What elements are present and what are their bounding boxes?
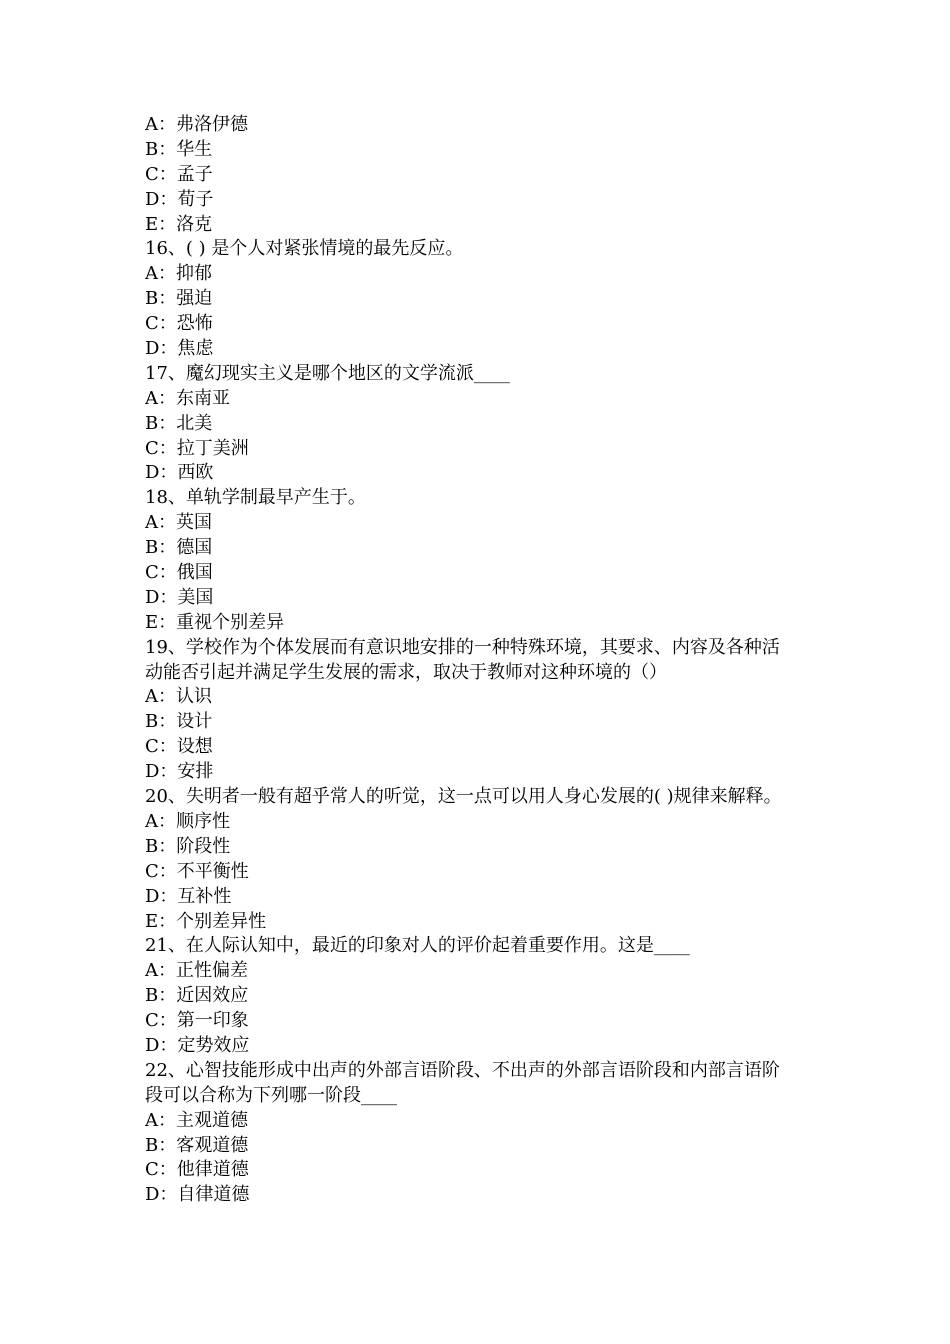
question-19-continued: 动能否引起并满足学生发展的需求，取决于教师对这种环境的（） [145,661,667,683]
option-c: C：恐怖 [145,313,213,335]
question-20: 20、失明者一般有超乎常人的听觉，这一点可以用人身心发展的( )规律来解释。 [145,786,782,808]
option-c: C：第一印象 [145,1010,249,1032]
option-c: C：孟子 [145,163,213,185]
option-d: D：安排 [145,761,214,783]
option-d: D：互补性 [145,885,232,907]
option-a: A：抑郁 [145,263,212,285]
question-18: 18、单轨学制最早产生于。 [145,487,366,509]
option-e: E：重视个别差异 [145,611,285,633]
option-b: B：强迫 [145,288,213,310]
option-a: A：英国 [145,512,212,534]
option-b: B：德国 [145,537,213,559]
option-d: D：美国 [145,586,214,608]
option-b: B：设计 [145,711,213,733]
option-e: E：个别差异性 [145,910,267,932]
option-a: A：东南亚 [145,387,230,409]
question-19: 19、学校作为个体发展而有意识地安排的一种特殊环境，其要求、内容及各种活 [145,636,780,658]
option-b: B：阶段性 [145,835,231,857]
option-d: D：焦虑 [145,338,214,360]
option-d: D：自律道德 [145,1184,250,1206]
option-b: B：客观道德 [145,1134,249,1156]
option-c: C：设想 [145,736,213,758]
option-d: D：荀子 [145,188,214,210]
option-a: A：认识 [145,686,212,708]
option-a: A：弗洛伊德 [145,114,248,135]
document-page [145,113,815,1208]
question-22-continued: 段可以合称为下列哪一阶段____ [145,1084,397,1106]
question-16: 16、( ) 是个人对紧张情境的最先反应。 [145,238,464,260]
option-a: A：正性偏差 [145,960,248,982]
question-22: 22、心智技能形成中出声的外部言语阶段、不出声的外部言语阶段和内部言语阶 [145,1059,780,1081]
question-17: 17、魔幻现实主义是哪个地区的文学流派____ [145,362,510,384]
question-21: 21、在人际认知中，最近的印象对人的评价起着重要作用。这是____ [145,935,690,957]
option-a: A：主观道德 [145,1109,248,1131]
option-b: B：北美 [145,412,213,434]
option-c: C：拉丁美洲 [145,437,249,459]
option-d: D：定势效应 [145,1034,250,1056]
option-e: E：洛克 [145,213,213,235]
option-b: B：近因效应 [145,985,249,1007]
option-c: C：他律道德 [145,1159,249,1181]
option-a: A：顺序性 [145,810,230,832]
option-c: C：不平衡性 [145,860,249,882]
option-d: D：西欧 [145,462,214,484]
option-c: C：俄国 [145,562,213,584]
option-b: B：华生 [145,138,213,160]
